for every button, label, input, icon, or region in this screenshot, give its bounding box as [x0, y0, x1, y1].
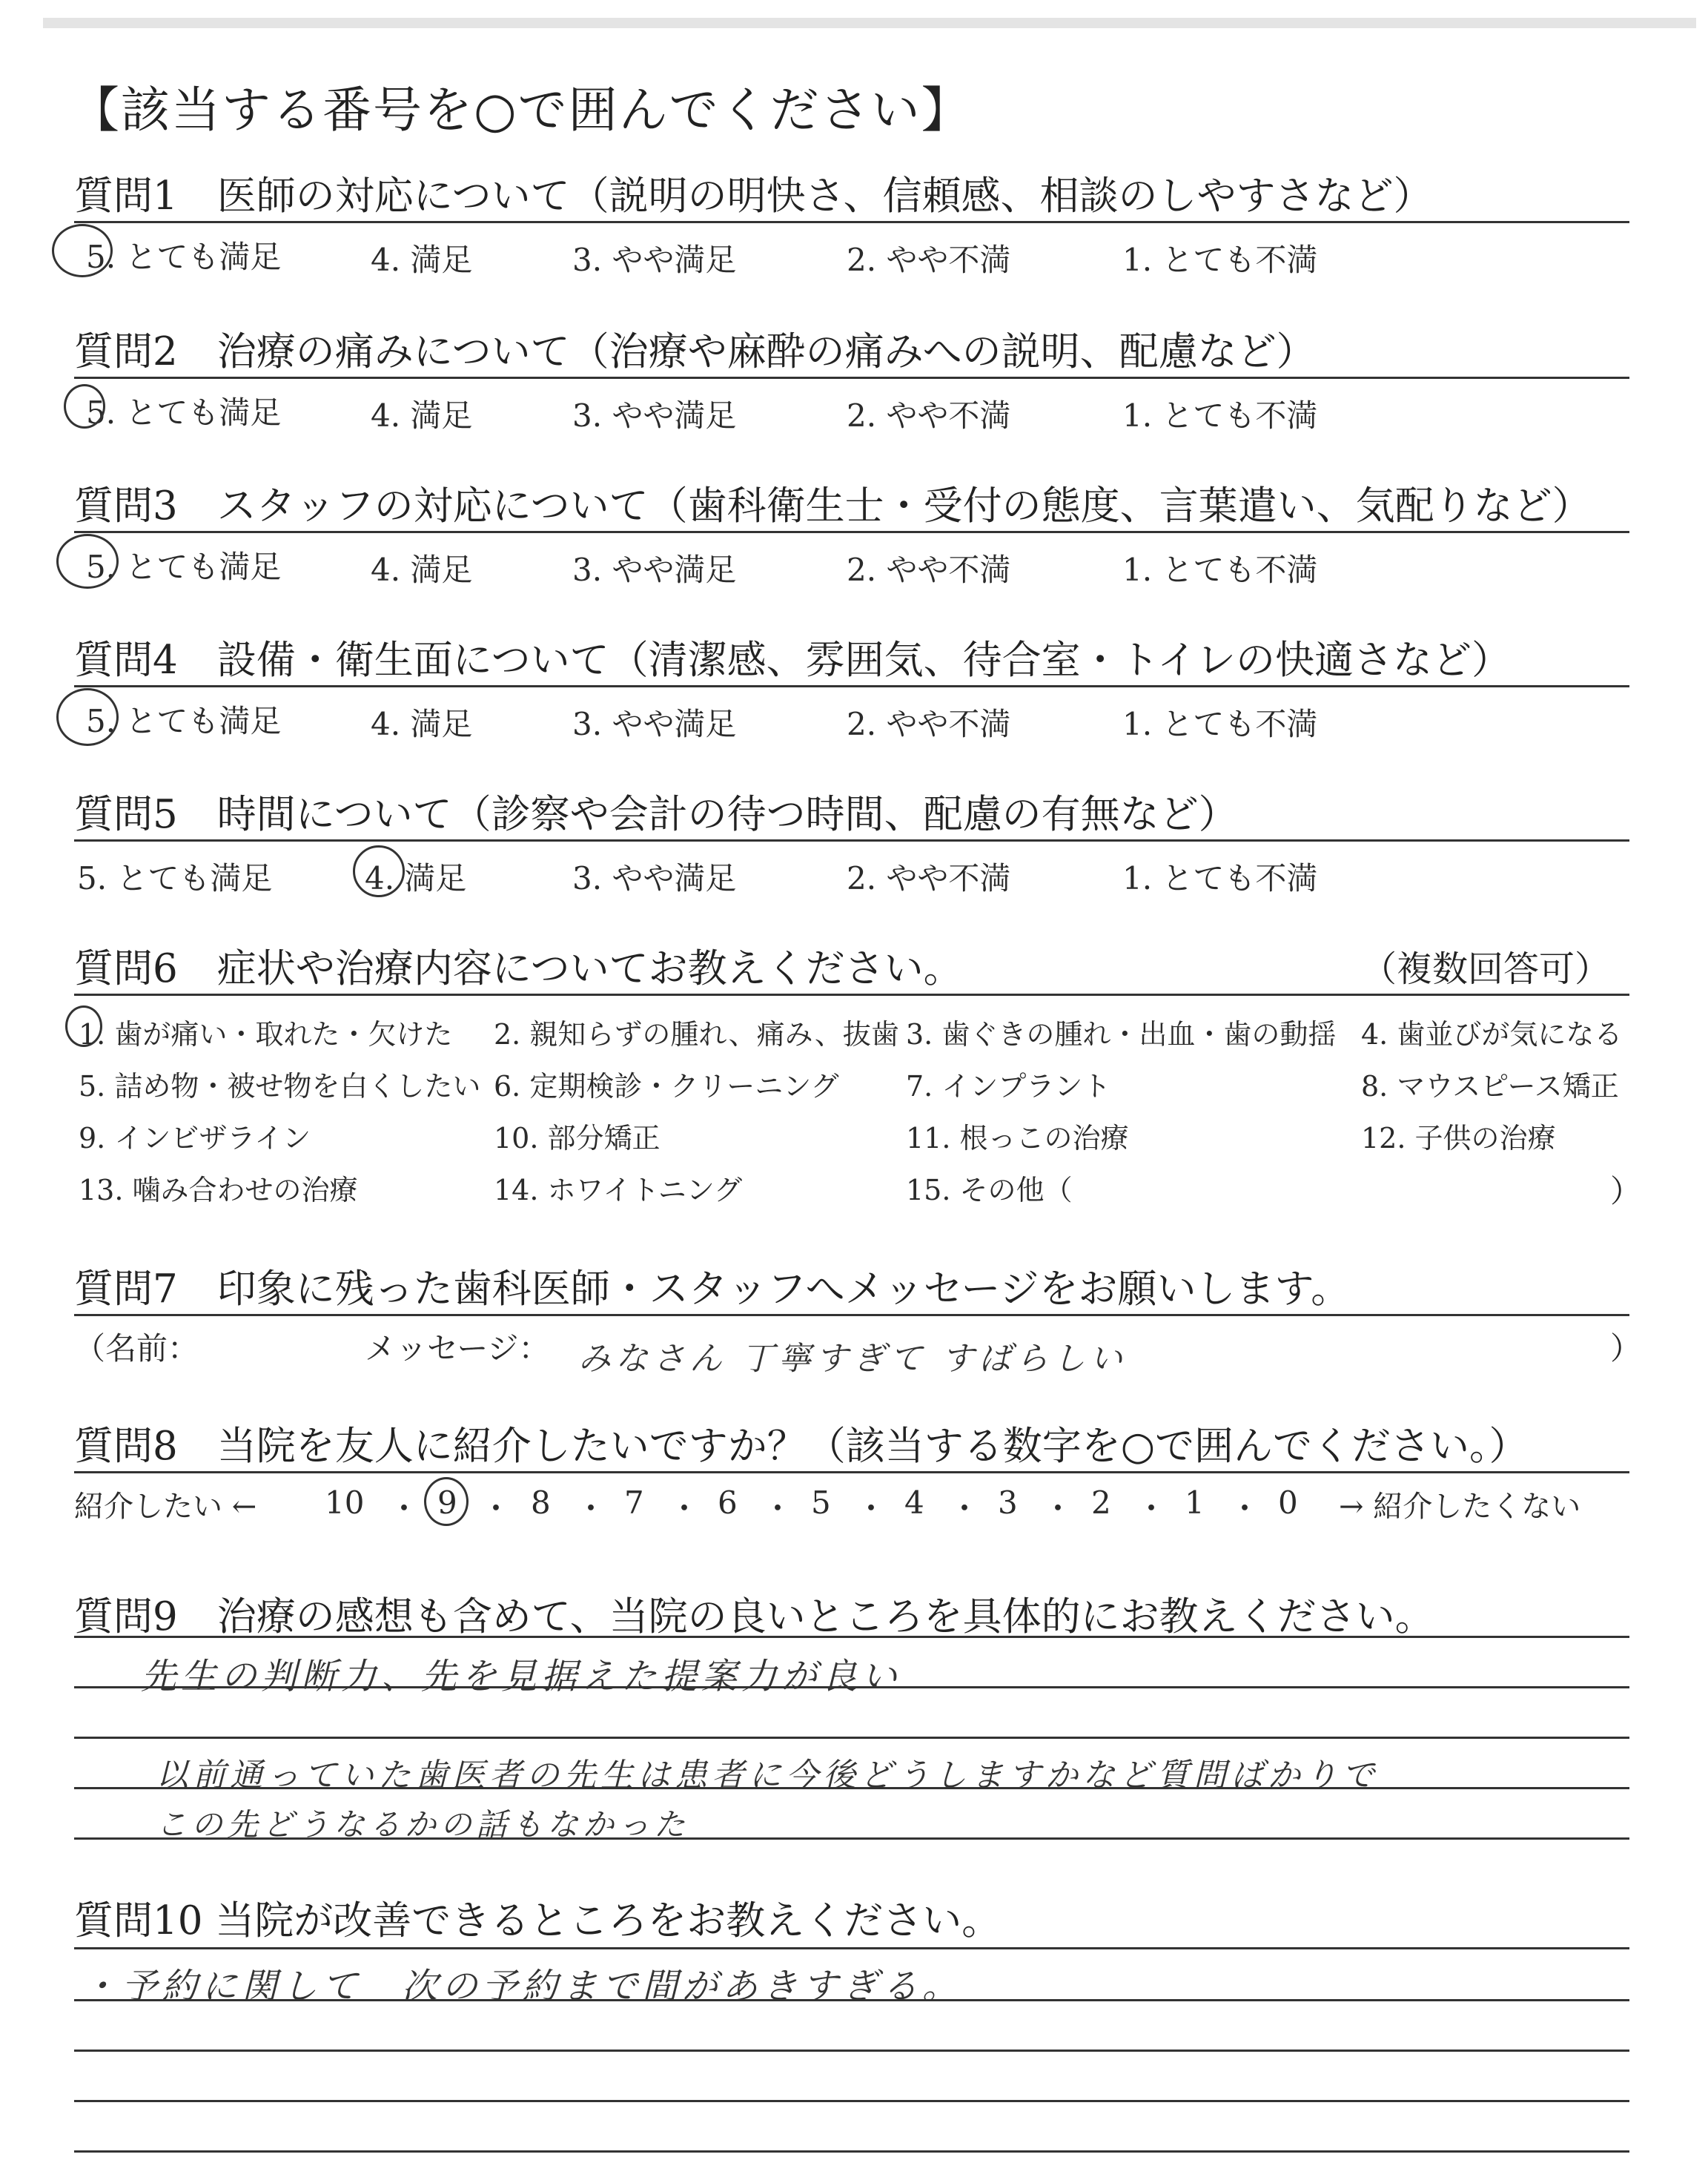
- q4-option-2[interactable]: 2. やや不満: [847, 706, 1011, 742]
- q9-answer-line-4: この先どうなるかの話もなかった: [156, 1806, 690, 1843]
- q6-option-10[interactable]: 10. 部分矯正: [494, 1122, 661, 1155]
- q8-dot: ・: [575, 1490, 607, 1527]
- q6-close-paren: ）: [1610, 1173, 1642, 1209]
- q8-number-6[interactable]: 6: [718, 1484, 738, 1521]
- question-6-note: （複数回答可）: [1361, 948, 1611, 990]
- q2-option-2[interactable]: 2. やや不満: [847, 397, 1011, 434]
- q6-option-15[interactable]: 15. その他（: [906, 1174, 1073, 1206]
- divider: [74, 531, 1629, 533]
- form-title: 【該当する番号を○で囲んでください】: [70, 82, 972, 139]
- q6-option-11[interactable]: 11. 根っこの治療: [906, 1122, 1129, 1155]
- answer-line: [74, 2100, 1629, 2102]
- q8-number-8[interactable]: 8: [531, 1484, 551, 1521]
- divider: [74, 377, 1629, 379]
- question-1-title: 質問1 医師の対応について（説明の明快さ、信頼感、相談のしやすさなど）: [74, 174, 1433, 219]
- q7-message-handwritten: みなさん 丁寧すぎて すばらしい: [578, 1340, 1127, 1378]
- q6-option-8[interactable]: 8. マウスピース矯正: [1361, 1070, 1619, 1103]
- q6-option-5[interactable]: 5. 詰め物・被せ物を白くしたい: [79, 1070, 481, 1103]
- q9-answer-line-3: 以前通っていた歯医者の先生は患者に今後どうしますかなど質問ばかりで: [156, 1757, 1379, 1794]
- divider: [74, 1314, 1629, 1316]
- q1-option-2[interactable]: 2. やや不満: [847, 242, 1011, 278]
- q8-number-4[interactable]: 4: [904, 1484, 924, 1521]
- q6-option-6[interactable]: 6. 定期検診・クリーニング: [494, 1070, 839, 1103]
- q10-answer-line-1: ・予約に関して 次の予約まで間があきすぎる。: [82, 1966, 963, 2007]
- q6-option-12[interactable]: 12. 子供の治療: [1361, 1122, 1556, 1155]
- q8-dot: ・: [388, 1490, 420, 1527]
- q6-option-14[interactable]: 14. ホワイトニング: [494, 1174, 743, 1206]
- q8-number-1[interactable]: 1: [1185, 1484, 1205, 1521]
- q6-option-9[interactable]: 9. インビザライン: [79, 1122, 311, 1155]
- q3-option-4[interactable]: 4. 満足: [371, 552, 473, 588]
- q8-right-label: → 紹介したくない: [1339, 1490, 1581, 1524]
- q8-number-10[interactable]: 10: [325, 1484, 365, 1521]
- q8-dot: ・: [1229, 1490, 1261, 1527]
- q1-option-1[interactable]: 1. とても不満: [1122, 242, 1318, 278]
- q1-option-3[interactable]: 3. やや満足: [572, 242, 737, 278]
- q5-option-5[interactable]: 5. とても満足: [77, 860, 273, 896]
- divider: [74, 839, 1629, 842]
- q4-option-1[interactable]: 1. とても不満: [1122, 706, 1318, 742]
- q3-option-2[interactable]: 2. やや不満: [847, 552, 1011, 588]
- question-10: [74, 1889, 1629, 1949]
- q9-answer-line-1: 先生の判断力、先を見据えた提案力が良い: [141, 1656, 902, 1697]
- q8-dot: ・: [480, 1490, 512, 1527]
- q7-message-label: メッセージ：: [365, 1330, 550, 1367]
- q6-option-7[interactable]: 7. インプラント: [906, 1070, 1111, 1103]
- divider: [74, 685, 1629, 687]
- selection-circle: [64, 384, 105, 429]
- q6-option-13[interactable]: 13. 噛み合わせの治療: [79, 1174, 358, 1206]
- q2-option-4[interactable]: 4. 満足: [371, 397, 473, 434]
- q8-number-7[interactable]: 7: [624, 1484, 644, 1521]
- question-1: [74, 165, 1629, 278]
- question-4: [74, 629, 1629, 742]
- question-9-title: 質問9 治療の感想も含めて、当院の良いところを具体的にお教えください。: [74, 1594, 1434, 1639]
- question-4-title: 質問4 設備・衛生面について（清潔感、雰囲気、待合室・トイレの快適さなど）: [74, 638, 1512, 683]
- q8-left-label: 紹介したい ←: [74, 1490, 257, 1524]
- divider: [74, 221, 1629, 223]
- q4-option-4[interactable]: 4. 満足: [371, 706, 473, 742]
- q5-option-3[interactable]: 3. やや満足: [572, 860, 737, 896]
- q8-number-3[interactable]: 3: [998, 1484, 1018, 1521]
- answer-line: [74, 1737, 1629, 1739]
- q2-option-3[interactable]: 3. やや満足: [572, 397, 737, 434]
- question-2: [74, 320, 1629, 434]
- q8-dot: ・: [855, 1490, 887, 1527]
- q5-option-4[interactable]: 4. 満足: [365, 860, 467, 896]
- q8-number-0[interactable]: 0: [1278, 1484, 1298, 1521]
- selection-circle: [56, 534, 119, 589]
- question-3-title: 質問3 スタッフの対応について（歯科衛生士・受付の態度、言葉遣い、気配りなど）: [74, 483, 1592, 529]
- selection-circle: [65, 1005, 102, 1047]
- question-10-title: 質問10 当院が改善できるところをお教えください。: [74, 1898, 1002, 1943]
- question-7-title: 質問7 印象に残った歯科医師・スタッフへメッセージをお願いします。: [74, 1266, 1351, 1312]
- q8-number-5[interactable]: 5: [811, 1484, 831, 1521]
- q8-dot: ・: [1136, 1490, 1168, 1527]
- answer-line: [74, 1947, 1629, 1949]
- divider: [74, 994, 1629, 996]
- q4-option-5[interactable]: 5. とても満足: [86, 703, 282, 739]
- selection-circle: [52, 224, 113, 277]
- answer-line: [74, 2150, 1629, 2153]
- q8-dot: ・: [762, 1490, 794, 1527]
- q8-dot: ・: [949, 1490, 981, 1527]
- selection-circle: [424, 1477, 469, 1526]
- q3-option-1[interactable]: 1. とても不満: [1122, 552, 1318, 588]
- selection-circle: [56, 688, 119, 746]
- q6-option-4[interactable]: 4. 歯並びが気になる: [1361, 1018, 1623, 1051]
- selection-circle: [353, 845, 405, 897]
- question-8-title: 質問8 当院を友人に紹介したいですか？（該当する数字を○で囲んでください。）: [74, 1424, 1529, 1469]
- q6-option-2[interactable]: 2. 親知らずの腫れ、痛み、抜歯: [494, 1018, 899, 1051]
- q2-option-1[interactable]: 1. とても不満: [1122, 397, 1318, 434]
- question-8: [74, 1415, 1629, 1533]
- divider: [74, 1471, 1629, 1473]
- question-6: [74, 937, 1642, 1219]
- q4-option-3[interactable]: 3. やや満足: [572, 706, 737, 742]
- q3-option-5[interactable]: 5. とても満足: [86, 549, 282, 585]
- q8-number-2[interactable]: 2: [1091, 1484, 1111, 1521]
- scan-edge: [43, 18, 1696, 28]
- question-3: [74, 475, 1629, 588]
- answer-line: [74, 2050, 1629, 2052]
- q1-option-4[interactable]: 4. 満足: [371, 242, 473, 278]
- answer-line: [74, 1636, 1629, 1638]
- q7-name-label: （名前：: [74, 1330, 199, 1367]
- question-7: [74, 1258, 1642, 1378]
- q5-option-1[interactable]: 1. とても不満: [1122, 860, 1318, 896]
- q5-option-2[interactable]: 2. やや不満: [847, 860, 1011, 896]
- question-2-title: 質問2 治療の痛みについて（治療や麻酔の痛みへの説明、配慮など）: [74, 329, 1316, 374]
- question-6-title: 質問6 症状や治療内容についてお教えください。: [74, 946, 963, 991]
- q6-option-3[interactable]: 3. 歯ぐきの腫れ・出血・歯の動揺: [906, 1018, 1337, 1051]
- q2-option-5[interactable]: 5. とても満足: [86, 394, 282, 431]
- q8-dot: ・: [1042, 1490, 1074, 1527]
- q1-option-5[interactable]: 5. とても満足: [86, 239, 282, 275]
- q6-option-1[interactable]: 1. 歯が痛い・取れた・欠けた: [79, 1018, 453, 1051]
- q8-number-9[interactable]: 9: [437, 1484, 457, 1521]
- q3-option-3[interactable]: 3. やや満足: [572, 552, 737, 588]
- q7-close-paren: ）: [1610, 1330, 1642, 1367]
- question-5: [74, 783, 1629, 896]
- question-5-title: 質問5 時間について（診察や会計の待つ時間、配慮の有無など）: [74, 792, 1238, 837]
- q8-dot: ・: [669, 1490, 701, 1527]
